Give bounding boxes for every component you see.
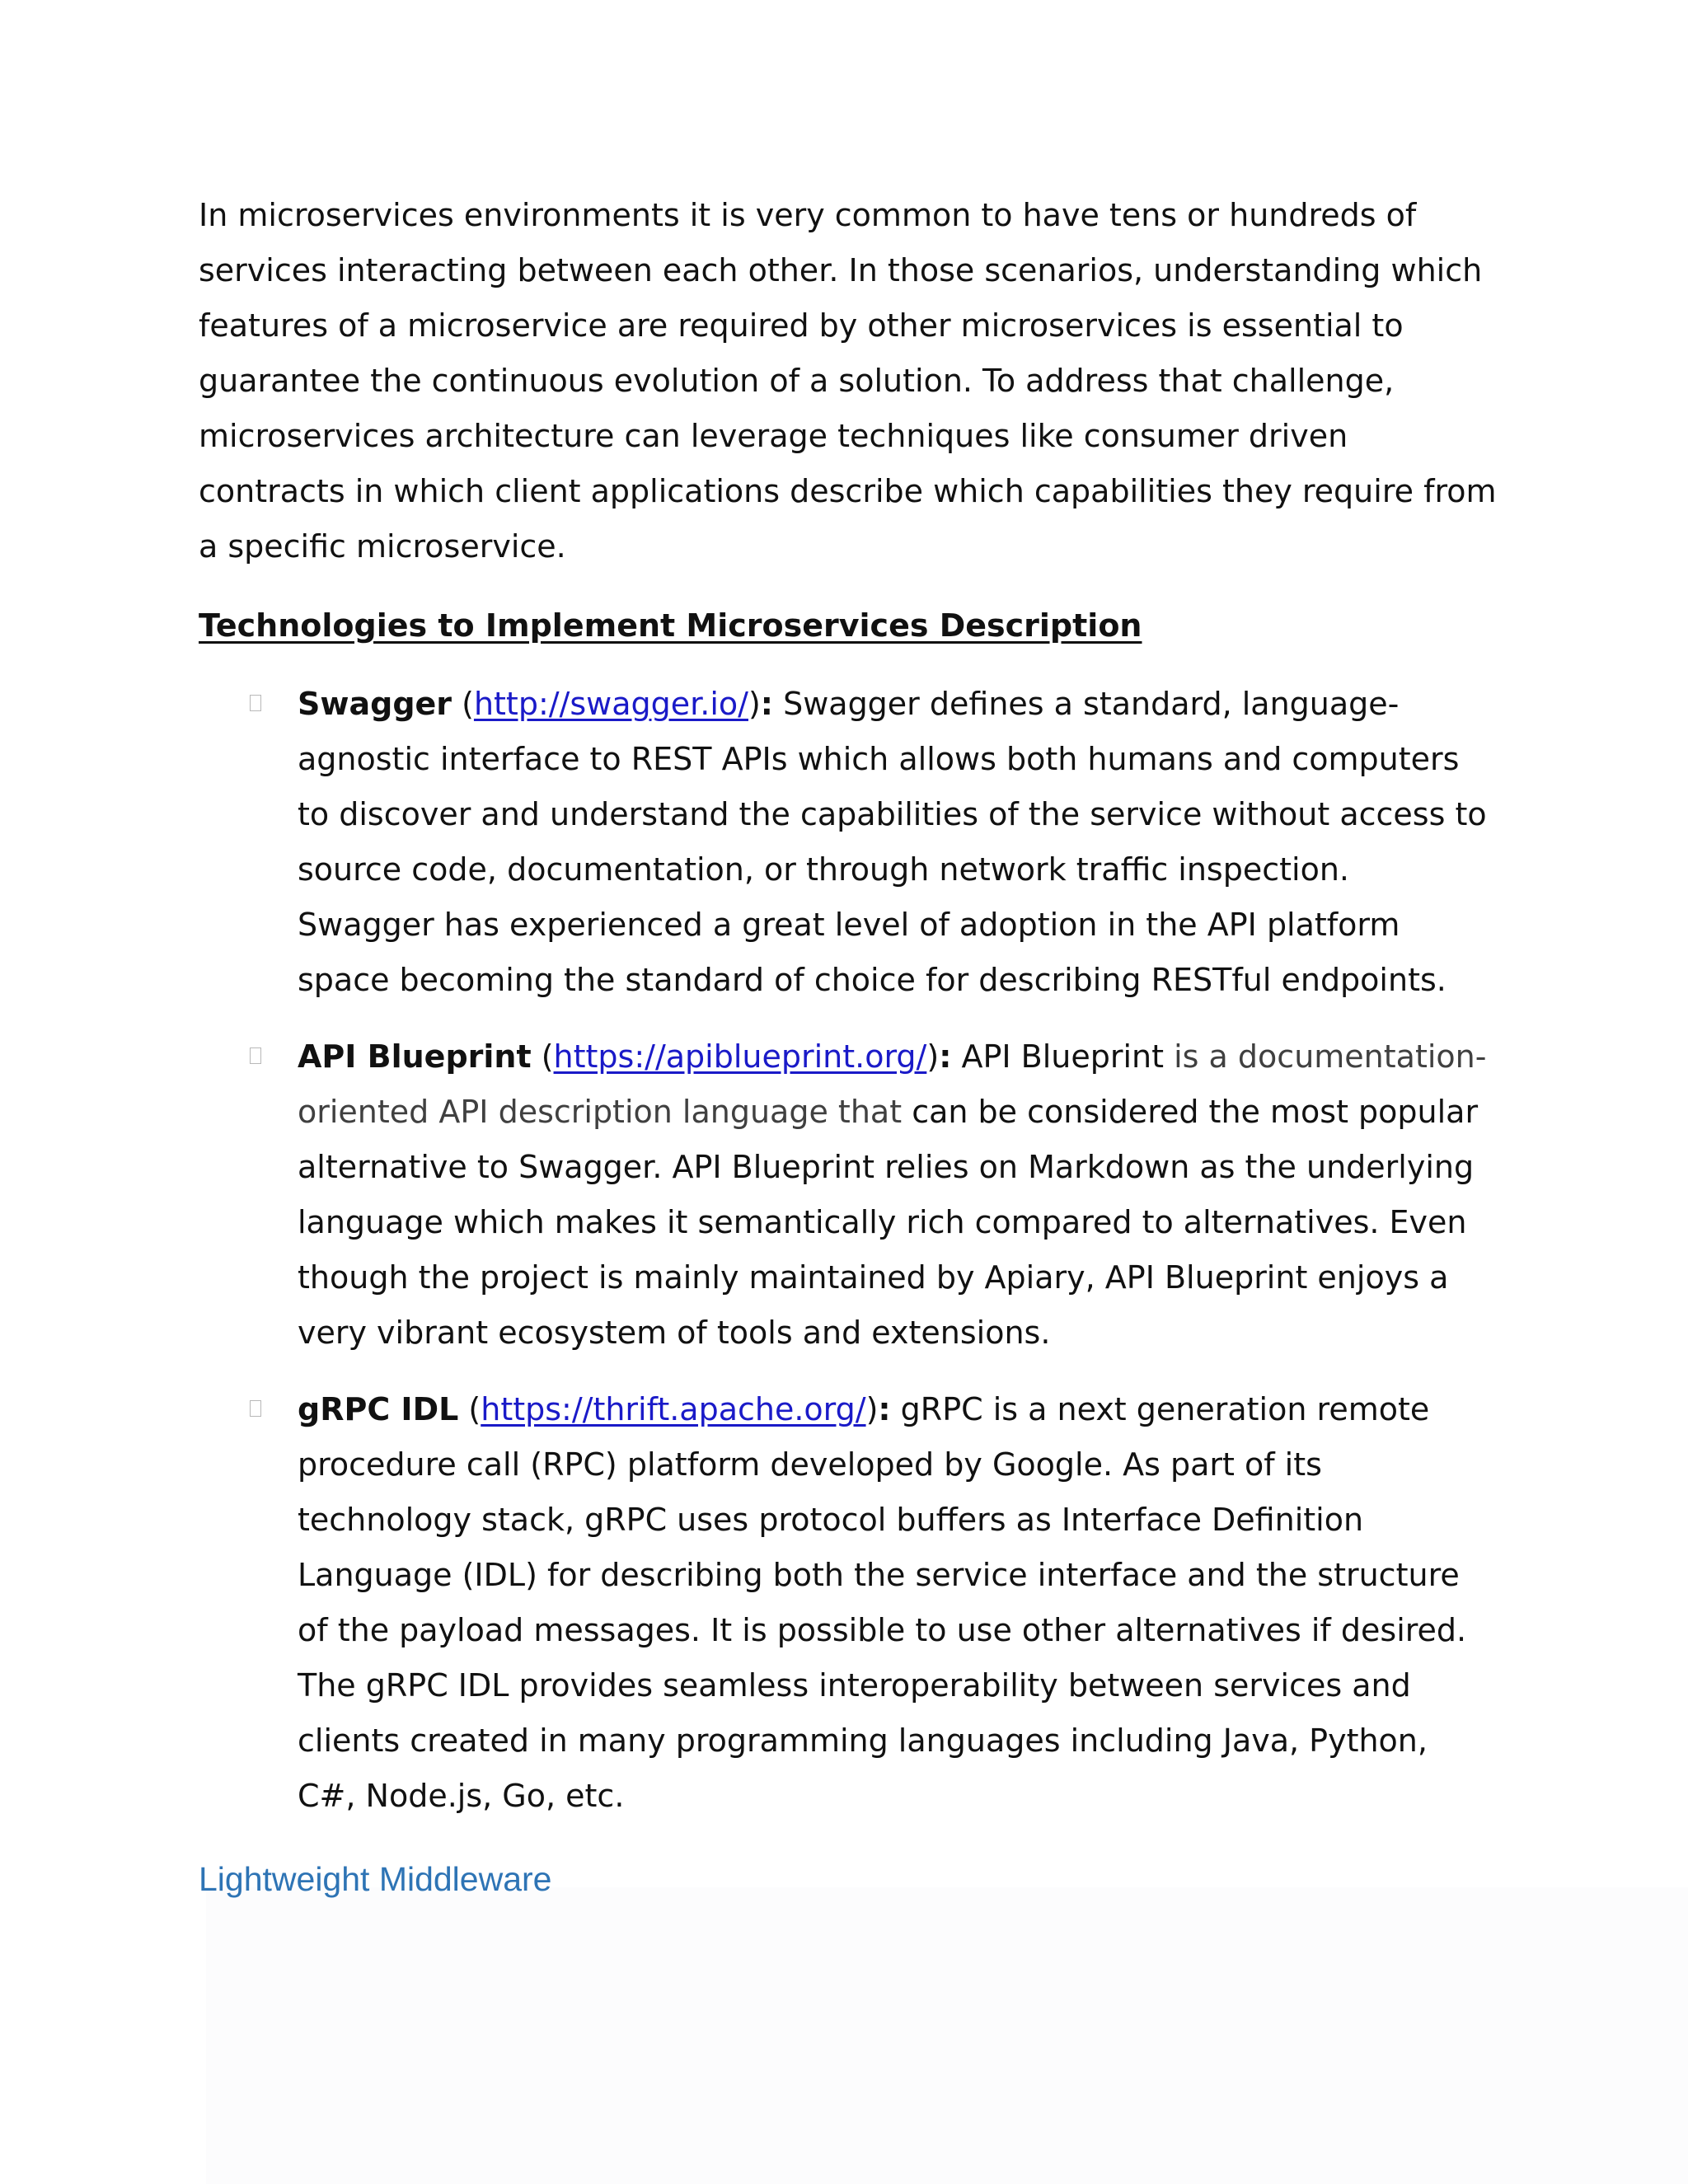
api-blueprint-link[interactable]: https://apiblueprint.org/	[553, 1038, 927, 1075]
technology-list	[0, 677, 1493, 1845]
section-heading: Technologies to Implement Microservices Description	[199, 607, 1142, 644]
list-item-grpc-idl	[0, 1382, 1493, 1824]
list-item-text	[298, 677, 1493, 1008]
close-paren: )	[865, 1391, 879, 1427]
open-paren: (	[452, 686, 474, 722]
swagger-link[interactable]: http://swagger.io/	[473, 686, 748, 722]
bullet-icon	[250, 1400, 261, 1417]
list-item-text	[298, 1029, 1493, 1361]
term-label: gRPC IDL	[298, 1391, 459, 1427]
bullet-icon	[250, 1047, 261, 1064]
background-panel	[206, 1887, 1688, 2184]
intro-paragraph: In microservices environments it is very common to have tens or hundreds of services interacting between each other. In those scenarios, understanding which features of a microservice are required by other microservices is essential to guarantee the continuous evolution of a solution. To address that challenge, microservices architecture can leverage techniques like consumer driven contracts in which client applications describe which capabilities they require from a specific microservice.	[199, 197, 1497, 565]
colon: :	[878, 1391, 891, 1427]
colon: :	[939, 1038, 952, 1075]
close-paren: )	[748, 686, 761, 722]
bullet-icon	[250, 695, 261, 711]
item-description-quote: is a documentation-oriented API description language that	[298, 1038, 1487, 1130]
list-item-text	[298, 1382, 1493, 1824]
grpc-link[interactable]: https://thrift.apache.org/	[481, 1391, 866, 1427]
open-paren: (	[531, 1038, 554, 1075]
close-paren: )	[926, 1038, 940, 1075]
item-description-start: API Blueprint	[951, 1038, 1165, 1075]
item-description: Swagger defines a standard, language-agnostic interface to REST APIs which allows both humans and computers to discover and understand the capabilities of the service without access to source code, documentation, or through network traffic inspection. Swagger has experienced a great level of adoption in the API platform space becoming the standard of choice for describing RESTful endpoints.	[298, 686, 1487, 998]
item-description: gRPC is a next generation remote procedure call (RPC) platform developed by Google. As part of its technology stack, gRPC uses protocol buffers as Interface Definition Language (IDL) for describing both the service interface and the structure of the payload messages. It is possible to use other alternatives if desired. The gRPC IDL provides seamless interoperability between services and clients created in many programming languages including Java, Python, C#, Node.js, Go, etc.	[298, 1391, 1467, 1814]
item-description-rest: can be considered the most popular alternative to Swagger. API Blueprint relies on Markdown as the underlying language which makes it semantically rich compared to alternatives. Even though the project is mainly maintained by Apiary, API Blueprint enjoys a very vibrant ecosystem of tools and extensions.	[298, 1094, 1479, 1351]
colon: :	[760, 686, 773, 722]
term-label: API Blueprint	[298, 1038, 532, 1075]
open-paren: (	[458, 1391, 481, 1427]
section-title-lightweight-middleware: Lightweight Middleware	[199, 1860, 552, 1898]
list-item-api-blueprint	[0, 1029, 1493, 1361]
list-item-swagger	[0, 677, 1493, 1008]
term-label: Swagger	[298, 686, 452, 722]
